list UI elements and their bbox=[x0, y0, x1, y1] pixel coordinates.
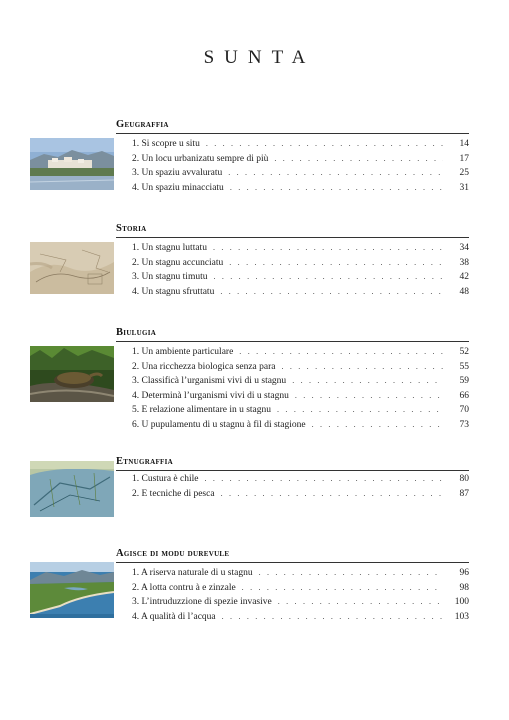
toc-entry-title: 1. Si scopre u situ bbox=[132, 139, 200, 149]
toc-entry[interactable] bbox=[132, 581, 469, 596]
toc-entry-page: 100 bbox=[454, 597, 469, 608]
section-rule bbox=[116, 341, 469, 342]
toc-entry-page: 38 bbox=[459, 257, 469, 268]
dot-leader bbox=[220, 285, 443, 300]
dot-leader bbox=[221, 487, 443, 502]
toc-entry-title: 3. L’intruduzzione di spezie invasive bbox=[132, 597, 272, 608]
toc-entry-page: 80 bbox=[459, 474, 469, 484]
dot-leader bbox=[213, 241, 443, 256]
toc-entry-title: 2. A lotta contru à e zinzale bbox=[132, 582, 236, 593]
toc-entry-title: 1. Un ambiente particulare bbox=[132, 347, 234, 357]
toc-entry-title: 1. Un stagnu luttatu bbox=[132, 243, 207, 253]
toc-entry[interactable] bbox=[132, 241, 469, 256]
toc-list bbox=[132, 566, 469, 624]
section-heading: Biulugia bbox=[116, 327, 157, 338]
page-title: SUNTA bbox=[203, 47, 316, 68]
dot-leader bbox=[312, 418, 443, 433]
toc-entry[interactable] bbox=[132, 285, 469, 300]
toc-entry-title: 6. U pupulamentu di u stagnu à fil di stagione bbox=[132, 419, 306, 430]
toc-entry[interactable] bbox=[132, 345, 469, 360]
dot-leader bbox=[242, 581, 443, 596]
toc-entry-title: 3. Un stagnu timutu bbox=[132, 272, 208, 283]
toc-list bbox=[132, 241, 469, 299]
landscape-village-photo bbox=[30, 138, 114, 190]
toc-entry-page: 42 bbox=[459, 272, 469, 283]
toc-list bbox=[132, 472, 469, 501]
toc-entry-page: 48 bbox=[459, 286, 469, 297]
toc-entry-title: 2. Un locu urbanizatu sempre di più bbox=[132, 153, 269, 164]
toc-entry-page: 96 bbox=[459, 568, 469, 578]
toc-entry-title: 3. Classificà l’urganismi vivi di u stagnu bbox=[132, 376, 287, 387]
toc-entry-title: 4. Un stagnu sfruttatu bbox=[132, 286, 215, 297]
toc-entry[interactable] bbox=[132, 270, 469, 285]
toc-entry[interactable] bbox=[132, 256, 469, 271]
dot-leader bbox=[204, 472, 443, 487]
toc-entry-page: 17 bbox=[459, 153, 469, 164]
dot-leader bbox=[259, 566, 443, 581]
dot-leader bbox=[229, 256, 443, 271]
dot-leader bbox=[230, 181, 443, 196]
dot-leader bbox=[213, 270, 443, 285]
section-heading: Agisce di modu durevule bbox=[116, 548, 230, 559]
toc-entry-title: 4. Determinà l’urganismi vivi di u stagnu bbox=[132, 390, 289, 401]
toc-entry[interactable] bbox=[132, 137, 469, 152]
section-rule bbox=[116, 470, 469, 471]
section-heading: Geugraffia bbox=[116, 119, 169, 130]
dot-leader bbox=[295, 389, 443, 404]
toc-entry[interactable] bbox=[132, 166, 469, 181]
toc-entry[interactable] bbox=[132, 152, 469, 167]
dot-leader bbox=[278, 595, 443, 610]
section-heading: Etnugraffia bbox=[116, 456, 173, 467]
toc-entry[interactable] bbox=[132, 610, 469, 625]
toc-entry-title: 2. Una ricchezza biologica senza para bbox=[132, 361, 276, 372]
coastline-aerial-photo bbox=[30, 562, 114, 618]
dot-leader bbox=[292, 374, 443, 389]
toc-entry[interactable] bbox=[132, 374, 469, 389]
fishing-map-photo bbox=[30, 461, 114, 517]
toc-entry-title: 4. A qualità di l’acqua bbox=[132, 611, 216, 622]
toc-entry[interactable] bbox=[132, 403, 469, 418]
toc-entry-title: 2. E tecniche di pesca bbox=[132, 488, 215, 499]
section-rule bbox=[116, 133, 469, 134]
toc-entry-page: 98 bbox=[459, 582, 469, 593]
toc-entry-page: 66 bbox=[459, 390, 469, 401]
toc-entry-page: 31 bbox=[459, 182, 469, 193]
toc-entry-page: 52 bbox=[459, 347, 469, 357]
toc-entry-page: 34 bbox=[459, 243, 469, 253]
toc-entry[interactable] bbox=[132, 181, 469, 196]
toc-entry-title: 4. Un spaziu minacciatu bbox=[132, 182, 224, 193]
toc-entry[interactable] bbox=[132, 389, 469, 404]
dot-leader bbox=[281, 360, 443, 375]
dot-leader bbox=[228, 166, 443, 181]
old-map-photo bbox=[30, 242, 114, 294]
toc-entry[interactable] bbox=[132, 418, 469, 433]
toc-list bbox=[132, 137, 469, 195]
toc-entry-page: 59 bbox=[459, 376, 469, 387]
toc-entry-page: 70 bbox=[459, 405, 469, 416]
toc-entry-title: 1. Custura è chile bbox=[132, 474, 199, 484]
toc-entry-page: 25 bbox=[459, 168, 469, 179]
toc-entry-page: 103 bbox=[454, 611, 469, 622]
toc-entry-title: 1. A riserva naturale di u stagnu bbox=[132, 568, 253, 578]
toc-entry-page: 87 bbox=[459, 488, 469, 499]
toc-entry-title: 3. Un spaziu avvaluratu bbox=[132, 168, 223, 179]
turtle-photo bbox=[30, 346, 114, 402]
section-rule bbox=[116, 237, 469, 238]
toc-entry-page: 14 bbox=[459, 139, 469, 149]
dot-leader bbox=[274, 152, 443, 167]
toc-list bbox=[132, 345, 469, 433]
section-rule bbox=[116, 562, 469, 563]
toc-entry-page: 73 bbox=[459, 419, 469, 430]
dot-leader bbox=[277, 403, 443, 418]
toc-entry[interactable] bbox=[132, 566, 469, 581]
toc-entry-title: 2. Un stagnu accunciatu bbox=[132, 257, 224, 268]
section-heading: Storia bbox=[116, 223, 147, 234]
toc-entry-title: 5. E relazione alimentare in u stagnu bbox=[132, 405, 272, 416]
dot-leader bbox=[222, 610, 443, 625]
toc-entry[interactable] bbox=[132, 360, 469, 375]
dot-leader bbox=[206, 137, 443, 152]
toc-entry[interactable] bbox=[132, 595, 469, 610]
toc-entry[interactable] bbox=[132, 472, 469, 487]
toc-entry[interactable] bbox=[132, 487, 469, 502]
toc-entry-page: 55 bbox=[459, 361, 469, 372]
dot-leader bbox=[239, 345, 443, 360]
